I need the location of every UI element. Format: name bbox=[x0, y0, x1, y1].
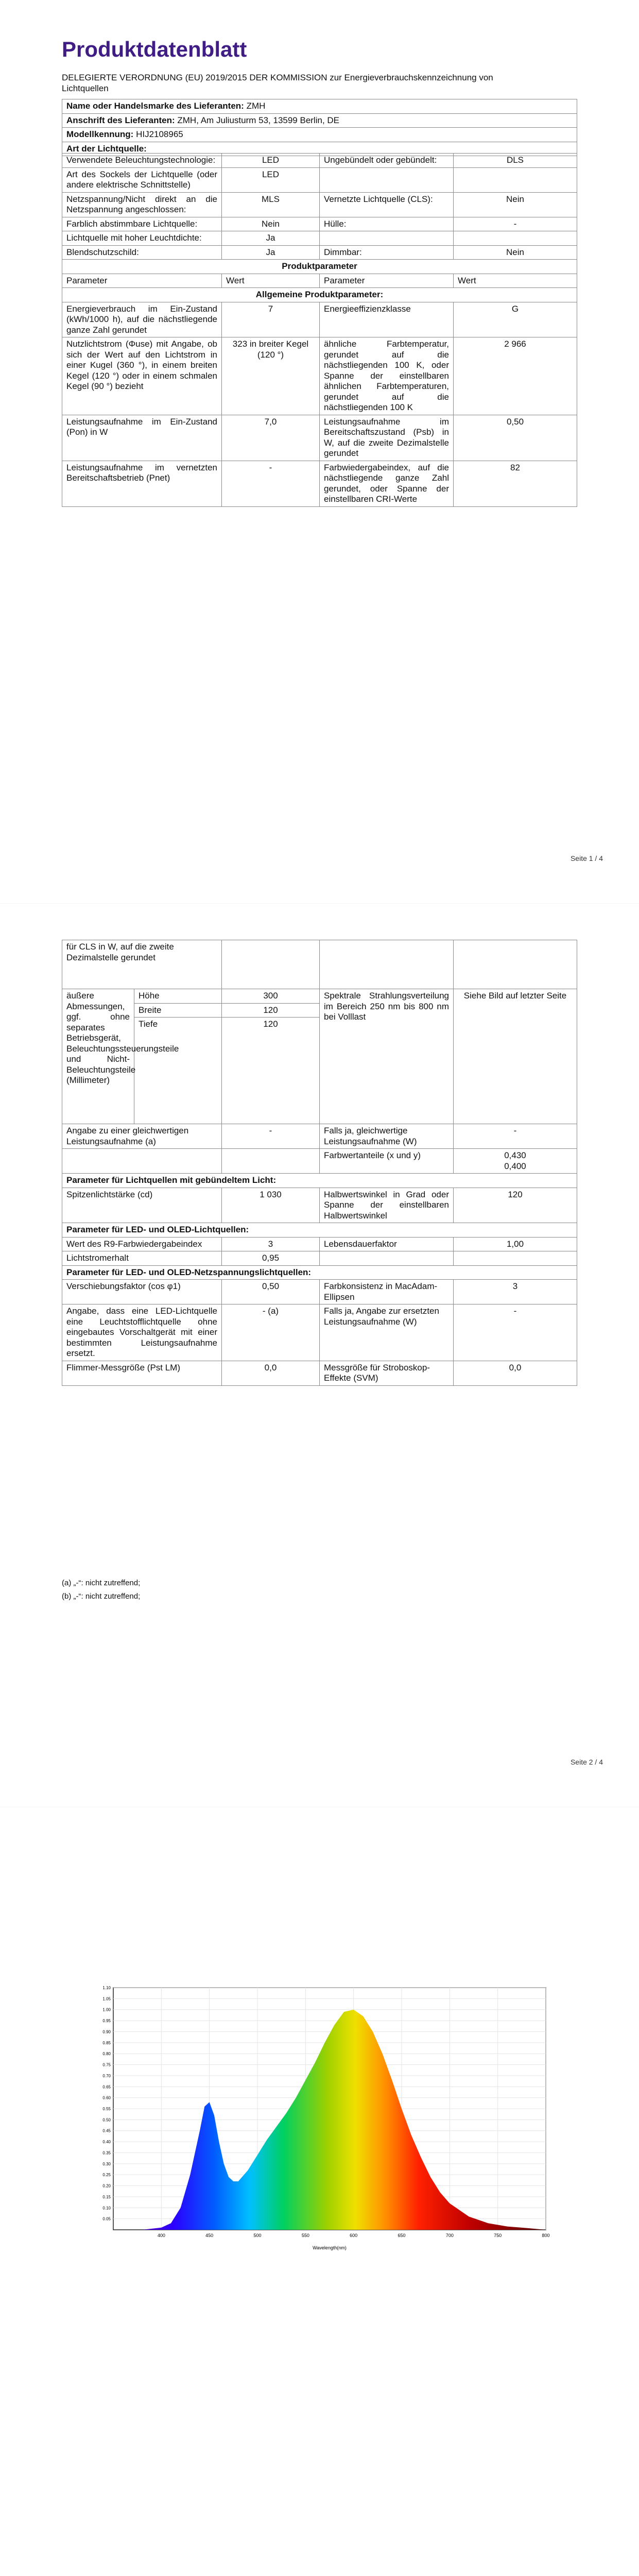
cell: G bbox=[454, 302, 577, 337]
column-header: Parameter bbox=[62, 274, 222, 288]
regulation-text: DELEGIERTE VERORDNUNG (EU) 2019/2015 DER KOMMISSION zur Energieverbrauchskennzeichnung von Lichtquellen bbox=[62, 73, 493, 93]
params-row bbox=[62, 415, 577, 461]
source-table bbox=[62, 153, 577, 507]
cell: - bbox=[454, 1124, 577, 1149]
params-row bbox=[62, 1361, 577, 1385]
cell: Lichtstromerhalt bbox=[62, 1251, 222, 1266]
cell: DLS bbox=[454, 154, 577, 168]
column-header: Wert bbox=[454, 274, 577, 288]
y-tick-label: 0.60 bbox=[102, 2095, 111, 2100]
cell bbox=[320, 1251, 454, 1266]
y-tick-label: 0.25 bbox=[102, 2173, 111, 2178]
general-params-header: Allgemeine Produktparameter: bbox=[62, 288, 577, 302]
cell: Lebensdauerfaktor bbox=[320, 1237, 454, 1251]
cell: Nein bbox=[454, 192, 577, 217]
y-tick-label: 0.55 bbox=[102, 2107, 111, 2111]
supplier-table bbox=[62, 99, 577, 156]
cell: Leistungsaufnahme im Ein-Zustand (Pon) in W bbox=[62, 415, 222, 461]
params-row bbox=[62, 302, 577, 337]
chromaticity-y: 0,400 bbox=[504, 1161, 526, 1171]
cell bbox=[62, 1149, 222, 1174]
cell: Wert des R9-Farbwiedergabeindex bbox=[62, 1237, 222, 1251]
chromaticity-values bbox=[454, 1149, 577, 1174]
cell: Falls ja, Angabe zur ersetzten Leistungsaufnahme (W) bbox=[320, 1304, 454, 1361]
cell: Falls ja, gleichwertige Leistungsaufnahme (W) bbox=[320, 1124, 454, 1149]
cell: Angabe zu einer gleichwertigen Leistungsaufnahme (a) bbox=[62, 1124, 222, 1149]
cell: Ja bbox=[222, 245, 320, 260]
cell: 7,0 bbox=[222, 415, 320, 461]
cell: Farbwiedergabeindex, auf die nächstliegende ganze Zahl gerundet, oder Spanne der einstellbaren CRI-Werte bbox=[320, 461, 454, 506]
cell: 3 bbox=[454, 1280, 577, 1304]
source-row bbox=[62, 154, 577, 168]
page-2 bbox=[0, 904, 639, 1807]
y-tick-label: 0.80 bbox=[102, 2052, 111, 2057]
cell: 0,95 bbox=[222, 1251, 320, 1266]
model-label: Modellkennung: bbox=[66, 129, 134, 139]
y-tick-label: 0.10 bbox=[102, 2206, 111, 2211]
cell: 0,50 bbox=[222, 1280, 320, 1304]
dimension-name: Tiefe bbox=[134, 1018, 222, 1124]
cell: 0,50 bbox=[454, 415, 577, 461]
y-tick-label: 1.00 bbox=[102, 2007, 111, 2012]
source-row bbox=[62, 167, 577, 192]
y-tick-label: 0.40 bbox=[102, 2140, 111, 2145]
cell: Art des Sockels der Lichtquelle (oder andere elektrische Schnittstelle) bbox=[62, 167, 222, 192]
params-row bbox=[62, 940, 577, 989]
cell bbox=[454, 231, 577, 246]
params-row bbox=[62, 1188, 577, 1223]
cell: MLS bbox=[222, 192, 320, 217]
cell: - (a) bbox=[222, 1304, 320, 1361]
page-3 bbox=[0, 1807, 639, 2576]
params-row bbox=[62, 1280, 577, 1304]
cell bbox=[222, 940, 320, 989]
dimensions-row bbox=[62, 989, 577, 1004]
supplier-name-value: ZMH bbox=[246, 101, 266, 111]
y-tick-label: 0.95 bbox=[102, 2019, 111, 2024]
source-row bbox=[62, 231, 577, 246]
cell: Energieverbrauch im Ein-Zustand (kWh/1000 h), auf die nächstliegende ganze Zahl gerundet bbox=[62, 302, 222, 337]
document-title: Produktdatenblatt bbox=[62, 37, 247, 61]
chromaticity-label: Farbwertanteile (x und y) bbox=[320, 1149, 454, 1174]
supplier-address-row bbox=[62, 113, 577, 128]
source-type-header: Art der Lichtquelle: bbox=[62, 142, 577, 156]
params-row bbox=[62, 1124, 577, 1149]
y-axis-ticks bbox=[102, 1986, 111, 2222]
cell: Blendschutzschild: bbox=[62, 245, 222, 260]
cell: 120 bbox=[454, 1188, 577, 1223]
cell: Netzspannung/Nicht direkt an die Netzspannung angeschlossen: bbox=[62, 192, 222, 217]
directional-header: Parameter für Lichtquellen mit gebündeltem Licht: bbox=[62, 1174, 577, 1188]
y-tick-label: 0.85 bbox=[102, 2040, 111, 2045]
cell bbox=[320, 231, 454, 246]
cell bbox=[320, 167, 454, 192]
chromaticity-x: 0,430 bbox=[504, 1150, 526, 1160]
params-title: Produktparameter bbox=[62, 260, 577, 274]
y-tick-label: 0.50 bbox=[102, 2117, 111, 2123]
cell: Leistungsaufnahme im vernetzten Bereitschaftsbetrieb (Pnet) bbox=[62, 461, 222, 506]
cell: - bbox=[222, 1124, 320, 1149]
cell: für CLS in W, auf die zweite Dezimalstelle gerundet bbox=[62, 940, 222, 989]
footnote-a: (a) „-“: nicht zutreffend; bbox=[62, 1579, 141, 1587]
x-tick-label: 700 bbox=[445, 2233, 454, 2238]
cell: Nutzlichtstrom (Φuse) mit Angabe, ob sich der Wert auf den Lichtstrom in einer Kugel (360 °), in einem breiten Kegel (120 °) oder in einem schmalen Kegel (90 °) bezieht bbox=[62, 337, 222, 415]
cell: LED bbox=[222, 167, 320, 192]
dimension-value: 120 bbox=[222, 1018, 320, 1124]
params-row bbox=[62, 1237, 577, 1251]
supplier-address-value: ZMH, Am Juliusturm 53, 13599 Berlin, DE bbox=[177, 115, 340, 125]
model-row bbox=[62, 128, 577, 142]
dimension-value: 300 bbox=[222, 989, 320, 1004]
cell: Lichtquelle mit hoher Leuchtdichte: bbox=[62, 231, 222, 246]
x-tick-label: 450 bbox=[205, 2233, 214, 2238]
cell: Leistungsaufnahme im Bereitschaftszustand (Psb) in W, auf die zweite Dezimalstelle gerundet bbox=[320, 415, 454, 461]
cell: 0,0 bbox=[222, 1361, 320, 1385]
source-row bbox=[62, 192, 577, 217]
cell: Energieeffizienzklasse bbox=[320, 302, 454, 337]
params-row bbox=[62, 1149, 577, 1174]
cell: Farblich abstimmbare Lichtquelle: bbox=[62, 217, 222, 231]
cell: 7 bbox=[222, 302, 320, 337]
spectral-chart-svg bbox=[93, 1977, 556, 2266]
x-axis-ticks bbox=[158, 2233, 550, 2238]
x-tick-label: 600 bbox=[350, 2233, 358, 2238]
x-axis-label: Wavelength(nm) bbox=[313, 2245, 347, 2250]
x-tick-label: 800 bbox=[542, 2233, 550, 2238]
cell: - bbox=[454, 1304, 577, 1361]
params-row bbox=[62, 1304, 577, 1361]
cell: - bbox=[454, 217, 577, 231]
source-row bbox=[62, 245, 577, 260]
cell: Ja bbox=[222, 231, 320, 246]
page-number: Seite 1 / 4 bbox=[570, 854, 603, 862]
cell: Nein bbox=[222, 217, 320, 231]
y-tick-label: 0.75 bbox=[102, 2062, 111, 2067]
cell: LED bbox=[222, 154, 320, 168]
source-row bbox=[62, 217, 577, 231]
footnote-b: (b) „-“: nicht zutreffend; bbox=[62, 1592, 141, 1601]
cell: Verschiebungsfaktor (cos φ1) bbox=[62, 1280, 222, 1304]
x-tick-label: 400 bbox=[157, 2233, 165, 2238]
cell: Halbwertswinkel in Grad oder Spanne der einstellbaren Halbwertswinkel bbox=[320, 1188, 454, 1223]
cell: 3 bbox=[222, 1237, 320, 1251]
cell: 1,00 bbox=[454, 1237, 577, 1251]
column-header: Wert bbox=[222, 274, 320, 288]
cell: 82 bbox=[454, 461, 577, 506]
y-tick-label: 0.35 bbox=[102, 2150, 111, 2156]
cell bbox=[454, 940, 577, 989]
params-row bbox=[62, 461, 577, 506]
x-tick-label: 550 bbox=[301, 2233, 309, 2238]
cell: 323 in breiter Kegel (120 °) bbox=[222, 337, 320, 415]
cell: - bbox=[222, 461, 320, 506]
cell: Spitzenlichtstärke (cd) bbox=[62, 1188, 222, 1223]
page-1 bbox=[0, 0, 639, 903]
y-tick-label: 0.05 bbox=[102, 2216, 111, 2222]
model-value: HIJ2108965 bbox=[136, 129, 183, 139]
x-tick-label: 500 bbox=[253, 2233, 262, 2238]
params-table-continued bbox=[62, 940, 577, 1386]
supplier-address-label: Anschrift des Lieferanten: bbox=[66, 115, 175, 125]
page-number: Seite 2 / 4 bbox=[570, 1758, 603, 1766]
cell: 2 966 bbox=[454, 337, 577, 415]
y-tick-label: 0.30 bbox=[102, 2161, 111, 2166]
dimension-name: Breite bbox=[134, 1003, 222, 1018]
cell: Nein bbox=[454, 245, 577, 260]
column-header: Parameter bbox=[320, 274, 454, 288]
cell: Farbkonsistenz in MacAdam-Ellipsen bbox=[320, 1280, 454, 1304]
cell: 1 030 bbox=[222, 1188, 320, 1223]
y-tick-label: 1.05 bbox=[102, 1996, 111, 2002]
y-tick-label: 0.70 bbox=[102, 2073, 111, 2078]
cell: Flimmer-Messgröße (Pst LM) bbox=[62, 1361, 222, 1385]
params-row bbox=[62, 1251, 577, 1266]
dimension-value: 120 bbox=[222, 1003, 320, 1018]
cell: Hülle: bbox=[320, 217, 454, 231]
cell: Ungebündelt oder gebündelt: bbox=[320, 154, 454, 168]
cell: Dimmbar: bbox=[320, 245, 454, 260]
y-tick-label: 0.45 bbox=[102, 2128, 111, 2133]
cell bbox=[454, 1251, 577, 1266]
x-tick-label: 750 bbox=[494, 2233, 502, 2238]
x-tick-label: 650 bbox=[398, 2233, 406, 2238]
spectral-label: Spektrale Strahlungsverteilung im Bereich 250 nm bis 800 nm bei Volllast bbox=[320, 989, 454, 1124]
led-mains-header: Parameter für LED- und OLED-Netzspannungslichtquellen: bbox=[62, 1265, 577, 1280]
supplier-name-label: Name oder Handelsmarke des Lieferanten: bbox=[66, 101, 244, 111]
cell: 0,0 bbox=[454, 1361, 577, 1385]
cell bbox=[320, 940, 454, 989]
dimension-name: Höhe bbox=[134, 989, 222, 1004]
cell bbox=[454, 167, 577, 192]
y-tick-label: 0.90 bbox=[102, 2029, 111, 2035]
cell: Vernetzte Lichtquelle (CLS): bbox=[320, 192, 454, 217]
led-header: Parameter für LED- und OLED-Lichtquellen: bbox=[62, 1223, 577, 1238]
cell: Verwendete Beleuchtungstechnologie: bbox=[62, 154, 222, 168]
cell: ähnliche Farbtemperatur, gerundet auf die nächstliegenden 100 K, oder Spanne der einstellbaren ähnlichen Farbtemperaturen, gerundet auf die nächstliegenden 100 K bbox=[320, 337, 454, 415]
cell bbox=[222, 1149, 320, 1174]
params-column-headers bbox=[62, 274, 577, 288]
y-tick-label: 0.20 bbox=[102, 2183, 111, 2189]
spectral-value: Siehe Bild auf letzter Seite bbox=[454, 989, 577, 1124]
spectral-chart bbox=[93, 1977, 556, 2266]
params-row bbox=[62, 337, 577, 415]
y-tick-label: 0.65 bbox=[102, 2084, 111, 2090]
y-tick-label: 0.15 bbox=[102, 2194, 111, 2199]
dimensions-label: äußere Abmessungen, ggf. ohne separates Betriebsgerät, Beleuchtungssteuerungsteile und Nicht-Beleuchtungsteile (Millimeter) bbox=[62, 989, 134, 1124]
supplier-name-row bbox=[62, 99, 577, 114]
cell: Angabe, dass eine LED-Lichtquelle eine Leuchtstofflichtquelle ohne eingebautes Vorschaltgerät mit einer bestimmten Leistungsaufnahme ersetzt. bbox=[62, 1304, 222, 1361]
y-tick-label: 1.10 bbox=[102, 1986, 111, 1990]
cell: Messgröße für Stroboskop-Effekte (SVM) bbox=[320, 1361, 454, 1385]
